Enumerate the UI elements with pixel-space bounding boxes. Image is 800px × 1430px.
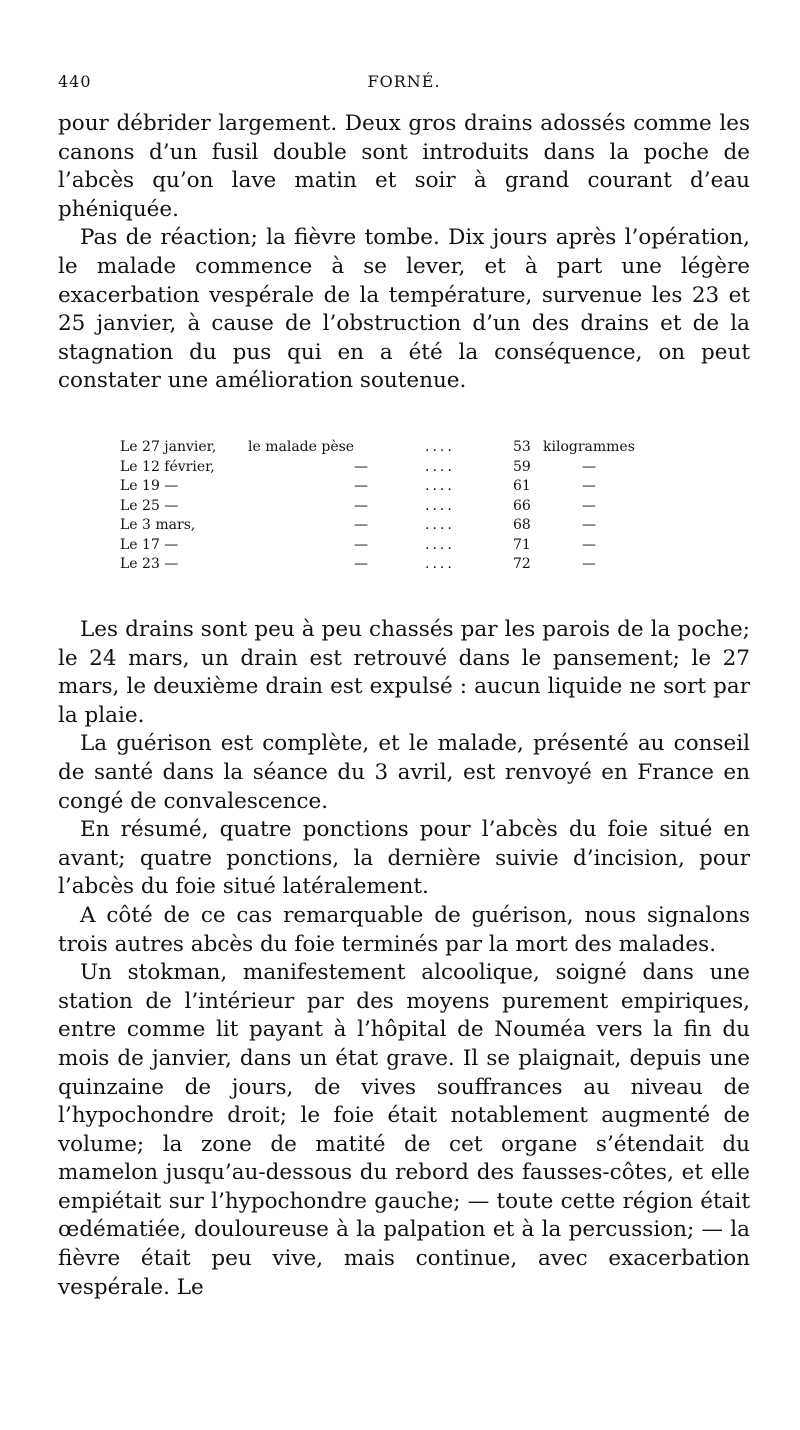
row-ditto: —	[354, 536, 368, 553]
row-date: Le 19 —	[120, 478, 179, 494]
paragraph: Pas de réaction; la fièvre tombe. Dix jours après l’opération, le malade commence à se lever, et à part une légère exacerbation vespérale de la température, survenue les 23 et 25 janvier, à cause de l’obstruction d’un des drains et de la stagnation du pus qui en a été la conséquence, on peut constater une amélioration soutenue.	[58, 225, 750, 394]
row-value: 59	[513, 458, 531, 475]
unit-ditto: —	[582, 458, 596, 475]
unit-ditto: —	[582, 478, 596, 494]
unit-ditto: —	[582, 517, 596, 533]
row-value: 53	[513, 439, 531, 455]
row-value: 68	[513, 517, 531, 533]
row-date: Le 17 —	[120, 536, 179, 553]
row-date: Le 23 —	[120, 556, 179, 572]
paragraph: En résumé, quatre ponctions pour l’abcès du foie situé en avant; quatre ponctions, la dernière suivie d’incision, pour l’abcès du foie situé latéralement.	[58, 817, 750, 900]
paragraph: La guérison est complète, et le malade, présenté au conseil de santé dans la séance du 3 avril, est renvoyé en France en congé de convalescence.	[58, 731, 750, 814]
page-header	[58, 72, 750, 102]
text-block-top	[58, 110, 750, 396]
leader-dots: ....	[425, 517, 455, 533]
text-block-bottom	[58, 616, 750, 1302]
unit-ditto: —	[582, 556, 596, 572]
page-number: 440	[58, 72, 92, 91]
leader-dots: ....	[425, 439, 455, 455]
row-unit: kilogrammes	[543, 439, 635, 455]
row-subject: le malade pèse	[248, 439, 355, 455]
row-ditto: —	[354, 458, 368, 475]
row-value: 66	[513, 497, 531, 514]
row-ditto: —	[354, 556, 368, 572]
row-date: Le 27 janvier,	[120, 439, 217, 455]
leader-dots: ....	[425, 478, 455, 494]
row-value: 71	[513, 536, 531, 553]
paragraph: Un stokman, manifestement alcoolique, soigné dans une station de l’intérieur par des moyens purement empiriques, entre comme lit payant à l’hôpital de Nouméa vers la fin du mois de janvier, dans un état grave. Il se plaignait, depuis une quinzaine de jours, de vives souffrances au niveau de l’hypochondre droit; le foie était notablement augmenté de volume; la zone de matité de cet organe s’étendait du mamelon jusqu’au-dessous du rebord des fausses-côtes, et elle empiétait sur l’hypochondre gauche; — toute cette région était œdématiée, douloureuse à la palpation et à la percussion; — la fièvre était peu vive, mais continue, avec exacerbation vespérale. Le	[58, 960, 750, 1300]
row-ditto: —	[354, 517, 368, 533]
paragraph: A côté de ce cas remarquable de guérison, nous signalons trois autres abcès du foie terminés par la mort des malades.	[58, 902, 750, 957]
row-date: Le 12 février,	[120, 458, 215, 475]
leader-dots: ....	[425, 556, 455, 572]
leader-dots: ....	[425, 536, 455, 553]
running-title: FORNÉ.	[367, 72, 441, 91]
row-value: 72	[513, 556, 531, 572]
row-date: Le 3 mars,	[120, 517, 196, 533]
row-ditto: —	[354, 497, 368, 514]
unit-ditto: —	[582, 497, 596, 514]
paragraph: pour débrider largement. Deux gros drains adossés comme les canons d’un fusil double sont introduits dans la poche de l’abcès qu’on lave matin et soir à grand courant d’eau phéniquée.	[58, 111, 750, 222]
leader-dots: ....	[425, 458, 455, 475]
row-date: Le 25 —	[120, 497, 179, 514]
row-value: 61	[513, 478, 531, 494]
unit-ditto: —	[582, 536, 596, 553]
paragraph: Les drains sont peu à peu chassés par les parois de la poche; le 24 mars, un drain est retrouvé dans le pansement; le 27 mars, le deuxième drain est expulsé : aucun liquide ne sort par la plaie.	[58, 617, 750, 728]
row-ditto: —	[354, 478, 368, 494]
leader-dots: ....	[425, 497, 455, 514]
